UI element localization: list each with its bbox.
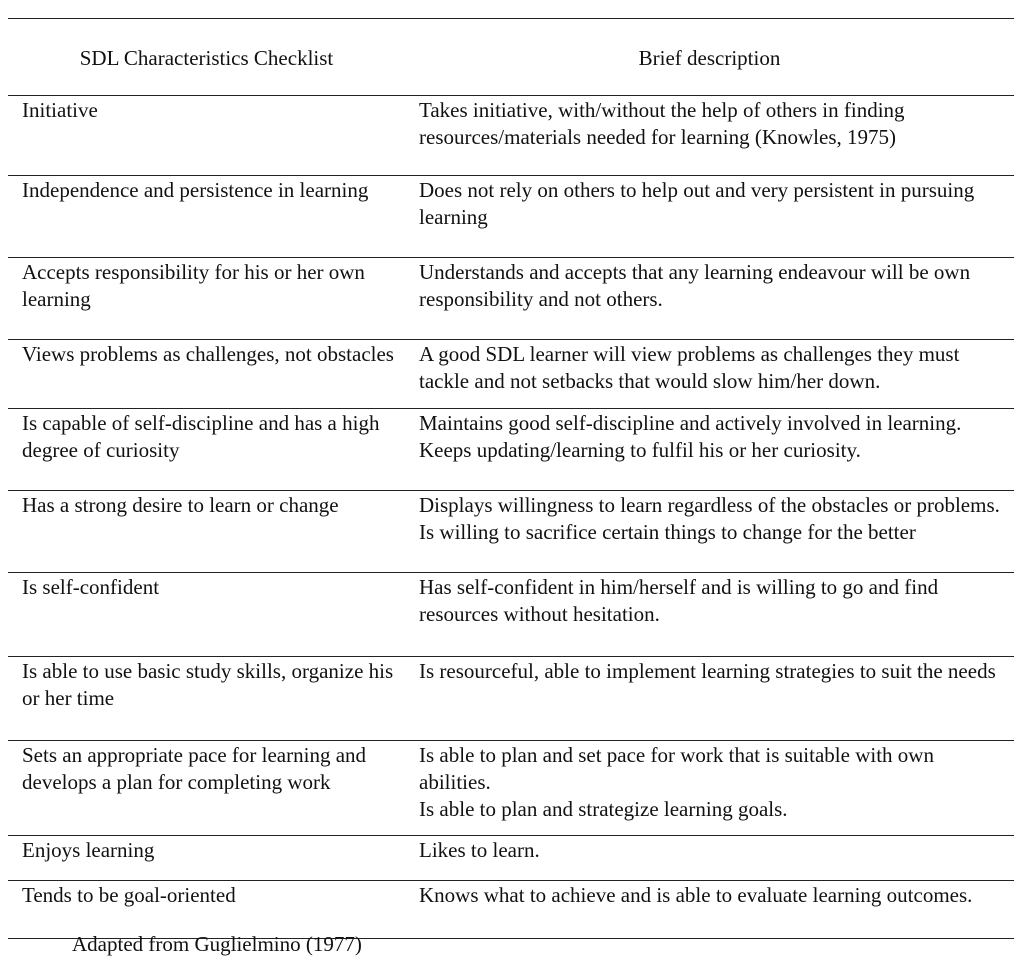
table-row bbox=[8, 409, 1014, 491]
table-row bbox=[8, 881, 1014, 939]
description-cell bbox=[405, 741, 1014, 836]
sdl-checklist-table bbox=[8, 18, 1014, 939]
characteristic-cell: Tends to be goal-oriented bbox=[8, 881, 405, 939]
table-caption: Adapted from Guglielmino (1977) bbox=[72, 932, 362, 956]
characteristic-cell: Enjoys learning bbox=[8, 836, 405, 881]
characteristic-cell: Independence and persistence in learning bbox=[8, 176, 405, 258]
description-line: Displays willingness to learn regardless of the obstacles or problems. bbox=[419, 493, 1000, 517]
table-row bbox=[8, 573, 1014, 657]
characteristic-cell: Is able to use basic study skills, organize his or her time bbox=[8, 657, 405, 741]
characteristic-cell: Sets an appropriate pace for learning and develops a plan for completing work bbox=[8, 741, 405, 836]
characteristic-cell: Initiative bbox=[8, 96, 405, 176]
description-line: Takes initiative, with/without the help of others in finding resources/materials needed for learning (Knowles, 1975) bbox=[419, 98, 905, 149]
description-line: Understands and accepts that any learning endeavour will be own responsibility and not others. bbox=[419, 260, 971, 311]
description-line: Likes to learn. bbox=[419, 838, 540, 862]
table-body bbox=[8, 96, 1014, 939]
description-cell bbox=[405, 340, 1014, 409]
table-row bbox=[8, 657, 1014, 741]
description-line: Does not rely on others to help out and very persistent in pursuing learning bbox=[419, 178, 975, 229]
description-cell bbox=[405, 836, 1014, 881]
table-row bbox=[8, 491, 1014, 573]
description-line: Is resourceful, able to implement learning strategies to suit the needs bbox=[419, 659, 996, 683]
description-line: Maintains good self-discipline and actively involved in learning. bbox=[419, 411, 962, 435]
description-cell bbox=[405, 409, 1014, 491]
description-line: Is willing to sacrifice certain things to change for the better bbox=[419, 520, 916, 544]
characteristic-cell: Is capable of self-discipline and has a high degree of curiosity bbox=[8, 409, 405, 491]
characteristic-cell: Has a strong desire to learn or change bbox=[8, 491, 405, 573]
table-row bbox=[8, 96, 1014, 176]
description-line: Has self-confident in him/herself and is willing to go and find resources without hesitation. bbox=[419, 575, 939, 626]
table-row bbox=[8, 176, 1014, 258]
description-cell bbox=[405, 573, 1014, 657]
description-cell bbox=[405, 258, 1014, 340]
characteristic-cell: Accepts responsibility for his or her own learning bbox=[8, 258, 405, 340]
description-line: A good SDL learner will view problems as challenges they must tackle and not setbacks that would slow him/her down. bbox=[419, 342, 960, 393]
table-row bbox=[8, 741, 1014, 836]
header-characteristic: SDL Characteristics Checklist bbox=[8, 19, 405, 96]
description-cell bbox=[405, 657, 1014, 741]
table-row bbox=[8, 836, 1014, 881]
description-line: Is able to plan and set pace for work that is suitable with own abilities. bbox=[419, 743, 934, 794]
characteristic-cell: Is self-confident bbox=[8, 573, 405, 657]
characteristic-cell: Views problems as challenges, not obstacles bbox=[8, 340, 405, 409]
description-cell bbox=[405, 96, 1014, 176]
table-header-row bbox=[8, 19, 1014, 96]
header-description: Brief description bbox=[405, 19, 1014, 96]
description-cell bbox=[405, 176, 1014, 258]
table-row bbox=[8, 340, 1014, 409]
description-cell bbox=[405, 491, 1014, 573]
description-line: Knows what to achieve and is able to evaluate learning outcomes. bbox=[419, 883, 973, 907]
description-line: Is able to plan and strategize learning goals. bbox=[419, 797, 788, 821]
table-row bbox=[8, 258, 1014, 340]
description-line: Keeps updating/learning to fulfil his or her curiosity. bbox=[419, 438, 861, 462]
description-cell bbox=[405, 881, 1014, 939]
